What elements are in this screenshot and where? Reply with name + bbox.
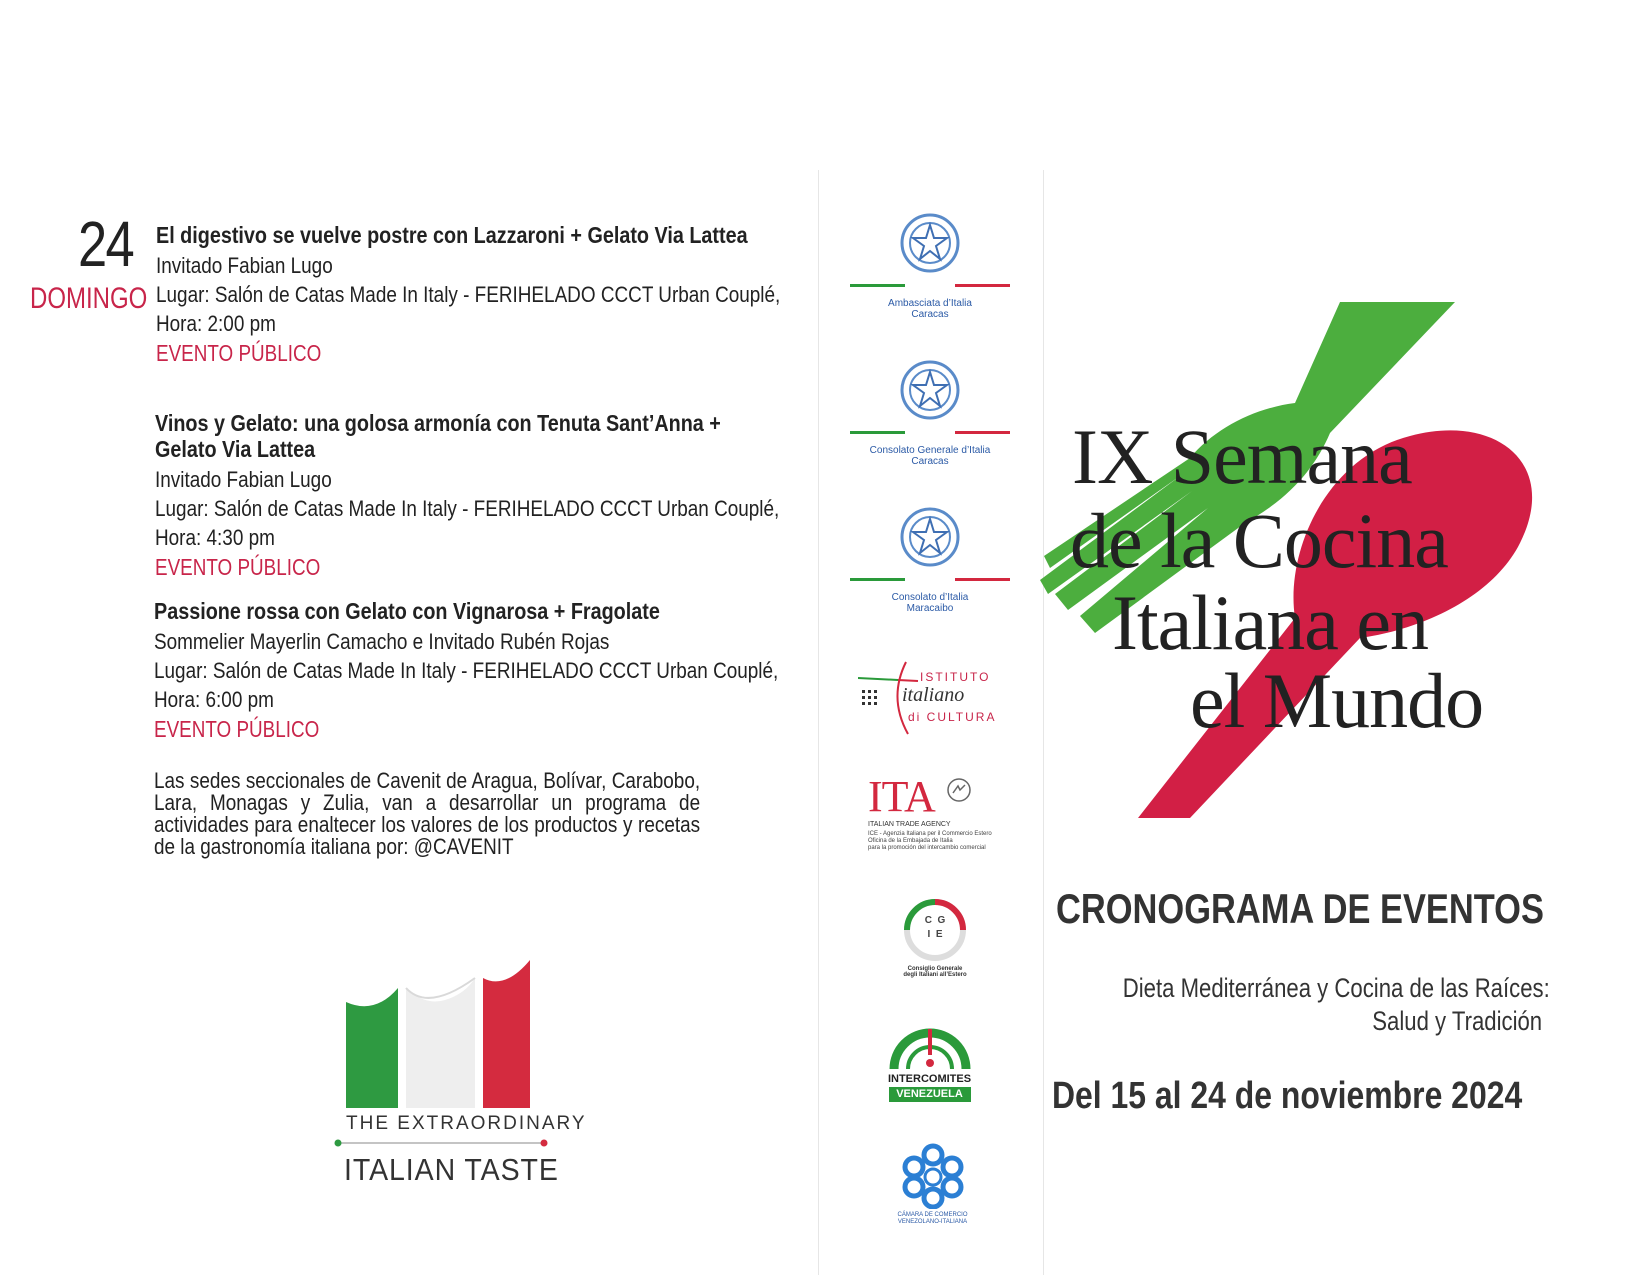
event-title-cont: Gelato Via Lattea: [155, 436, 316, 462]
camara-caption-2: VENEZOLANO-ITALIANA: [897, 1219, 968, 1225]
ita-name: ITALIAN TRADE AGENCY: [868, 821, 951, 828]
day-name: DOMINGO: [30, 282, 148, 315]
camara-caption-1: CÁMARA DE COMERCIO: [897, 1212, 968, 1218]
event-place: Lugar: Salón de Catas Made In Italy - FERIHELADO CCCT Urban Couplé,: [156, 282, 781, 307]
consulate-maracaibo-caption: Consolato d’Italia: [891, 592, 969, 603]
cgie-letters: [895, 914, 975, 942]
event-guest: Invitado Fabian Lugo: [155, 467, 332, 492]
ita-desc-2: Oficina de la Embajada de Italia: [868, 838, 953, 844]
event-time: Hora: 2:00 pm: [156, 311, 276, 336]
event-place: Lugar: Salón de Catas Made In Italy - FERIHELADO CCCT Urban Couplé,: [154, 658, 779, 683]
hero-title-line4: el Mundo: [1190, 657, 1484, 744]
event-title: Passione rossa con Gelato con Vignarosa + Fragolate: [154, 598, 660, 624]
intercomites-line1: INTERCOMITES: [887, 1073, 972, 1085]
event-access: EVENTO PÚBLICO: [154, 716, 320, 742]
event-3: [154, 598, 874, 744]
event-place: Lugar: Salón de Catas Made In Italy - FERIHELADO CCCT Urban Couplé,: [155, 496, 780, 521]
cgie-letter: C: [924, 915, 932, 926]
intercomites-line2: VENEZUELA: [889, 1087, 971, 1102]
cgie-letter: G: [937, 915, 946, 926]
event-access: EVENTO PÚBLICO: [155, 554, 321, 580]
italian-emblem-icon: [895, 355, 965, 425]
istituto-cultura-logo: [858, 658, 1008, 738]
istituto-line1: ISTITUTO: [920, 670, 991, 684]
ita-logo: [868, 772, 1008, 852]
cronograma-heading: CRONOGRAMA DE EVENTOS: [1056, 885, 1544, 932]
tricolor-bar: [850, 578, 1010, 582]
embassy-logo: [845, 208, 1015, 320]
event-dates: Del 15 al 24 de noviembre 2024: [1052, 1075, 1523, 1117]
italian-emblem-icon: [895, 502, 965, 572]
istituto-line3: di CULTURA: [908, 710, 997, 724]
ita-mark: ITA: [868, 772, 935, 821]
camara-knot-icon: [898, 1143, 968, 1209]
event-access: EVENTO PÚBLICO: [156, 340, 322, 366]
consulate-maracaibo-city: Maracaibo: [906, 603, 954, 614]
cgie-caption-2: degli Italiani all’Estero: [903, 972, 967, 978]
cgie-letter: E: [935, 929, 943, 940]
hero-title-line3: Italiana en: [1112, 579, 1428, 666]
camara-logo: [885, 1143, 980, 1226]
ita-desc-3: para la promoción del intercambio comercial: [868, 845, 986, 851]
event-guest: Sommelier Mayerlin Camacho e Invitado Rubén Rojas: [154, 629, 610, 654]
event-2: [155, 410, 875, 582]
tricolor-bar: [850, 431, 1010, 435]
hero-title-line1: IX Semana: [1072, 413, 1412, 500]
taste-logo-line1: THE EXTRAORDINARY: [346, 1113, 587, 1134]
event-title: El digestivo se vuelve postre con Lazzaroni + Gelato Via Lattea: [156, 222, 748, 248]
tricolor-bar: [850, 284, 1010, 288]
theme-line1: Dieta Mediterránea y Cocina de las Raíces:: [1122, 973, 1550, 1003]
intercomites-arc-icon: [888, 1025, 972, 1071]
embassy-city: Caracas: [911, 309, 949, 320]
theme-line2: Salud y Tradición: [1372, 1006, 1542, 1036]
ita-desc-1: ICE - Agenzia Italiana per il Commercio Estero: [868, 831, 992, 837]
cgie-letter: I: [927, 929, 931, 940]
event-title: Vinos y Gelato: una golosa armonía con Tenuta Sant’Anna +: [155, 410, 721, 436]
cgie-logo: [895, 898, 975, 978]
intercomites-logo: [882, 1025, 977, 1102]
event-1: [156, 222, 876, 368]
consulate-caracas-city: Caracas: [911, 456, 949, 467]
istituto-line2: italiano: [902, 684, 965, 706]
consulate-caracas-caption: Consolato Generale d’Italia: [869, 445, 991, 456]
ita-circle-icon: [946, 777, 972, 803]
cavenit-note: Las sedes seccionales de Cavenit de Aragua, Bolívar, Carabobo, Lara, Monagas y Zulia, van a desarrollar un programa de actividades para enaltecer los valores de los productos y recetas de la gastronomía italiana por: @CAVENIT: [154, 768, 701, 859]
consulate-caracas-logo: [845, 355, 1015, 467]
embassy-caption: Ambasciata d’Italia: [888, 298, 972, 309]
event-time: Hora: 6:00 pm: [154, 687, 274, 712]
hero-title-line2: de la Cocina: [1070, 497, 1448, 584]
taste-logo-line2: ITALIAN TASTE: [344, 1152, 559, 1187]
italian-emblem-icon: [895, 208, 965, 278]
consulate-maracaibo-logo: [845, 502, 1015, 614]
cgie-caption-1: Consiglio Generale: [907, 966, 963, 972]
event-time: Hora: 4:30 pm: [155, 525, 275, 550]
event-guest: Invitado Fabian Lugo: [156, 253, 333, 278]
day-number: 24: [78, 208, 134, 280]
